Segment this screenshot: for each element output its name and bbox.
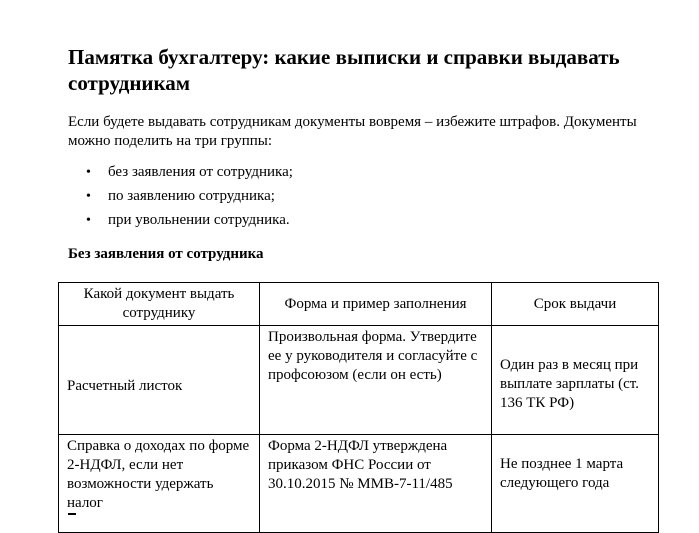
list-item bbox=[68, 163, 293, 187]
documents-table bbox=[58, 282, 659, 533]
bullet-icon: • bbox=[86, 165, 91, 180]
table-cell: Не позднее 1 марта следующего года bbox=[492, 435, 659, 533]
column-header: Форма и пример заполнения bbox=[260, 283, 492, 326]
column-header: Срок выдачи bbox=[492, 283, 659, 326]
table-header-row bbox=[59, 283, 659, 326]
list-item bbox=[68, 211, 293, 235]
table-cell: Произвольная форма. Утвердите ее у руководителя и согласуйте с профсоюзом (если он есть) bbox=[260, 326, 492, 435]
table-cell: Расчетный листок bbox=[59, 326, 260, 435]
cut-off-text-fragment bbox=[68, 513, 76, 515]
list-item-text: без заявления от сотрудника; bbox=[108, 164, 293, 180]
bullet-icon: • bbox=[86, 189, 91, 204]
column-header: Какой документ выдать сотруднику bbox=[59, 283, 260, 326]
list-item-text: по заявлению сотрудника; bbox=[108, 188, 275, 204]
table-cell: Справка о доходах по форме 2-НДФЛ, если нет возможности удержать налог bbox=[59, 435, 260, 533]
list-item bbox=[68, 187, 293, 211]
table-row bbox=[59, 326, 659, 435]
table-cell: Один раз в месяц при выплате зарплаты (ст. 136 ТК РФ) bbox=[492, 326, 659, 435]
document-groups-list bbox=[68, 163, 293, 235]
list-item-text: при увольнении сотрудника. bbox=[108, 212, 290, 228]
bullet-icon: • bbox=[86, 213, 91, 228]
table-cell: Форма 2-НДФЛ утверждена приказом ФНС России от 30.10.2015 № ММВ-7-11/485 bbox=[260, 435, 492, 533]
intro-paragraph: Если будете выдавать сотрудникам документы вовремя – избежите штрафов. Документы можно поделить на три группы: bbox=[68, 114, 637, 149]
section-heading: Без заявления от сотрудника bbox=[68, 246, 264, 262]
table-row bbox=[59, 435, 659, 533]
page-title: Памятка бухгалтеру: какие выписки и справки выдавать сотрудникам bbox=[68, 45, 620, 95]
